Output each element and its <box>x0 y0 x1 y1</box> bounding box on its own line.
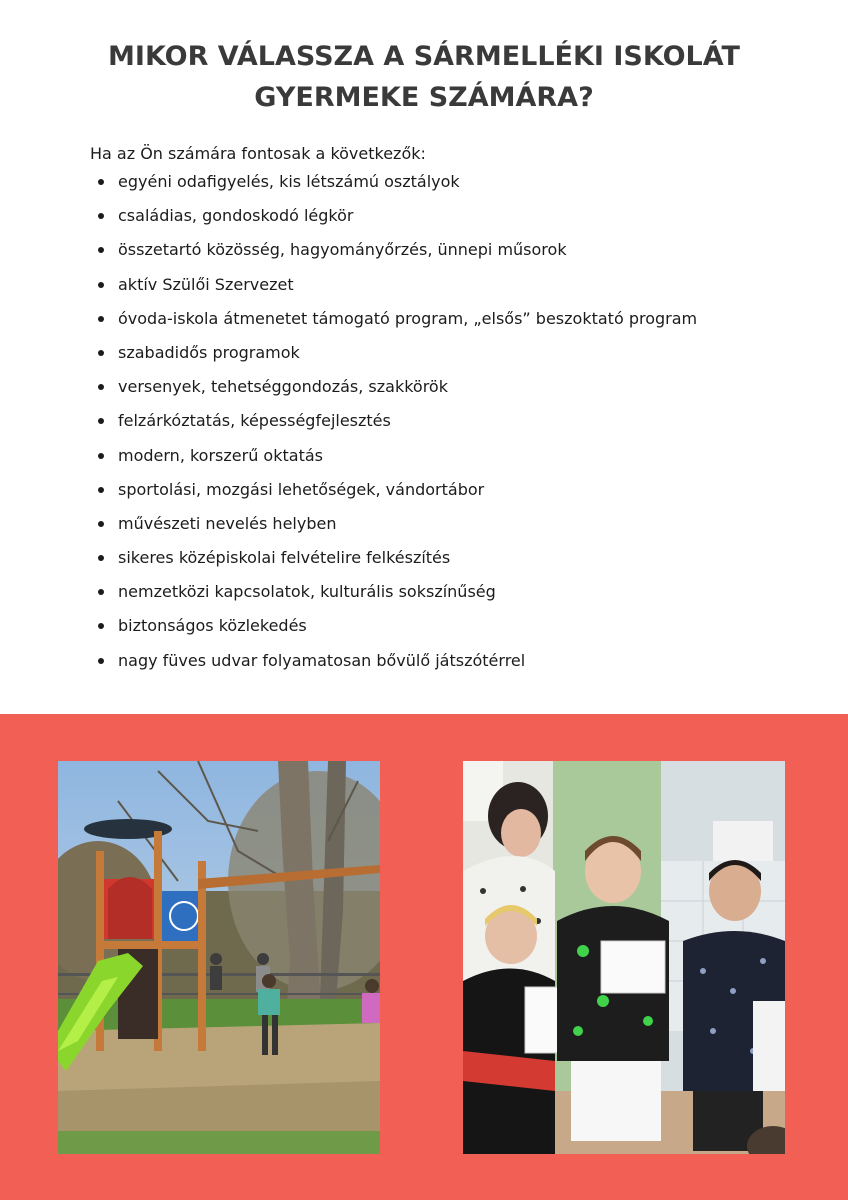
list-item-text: összetartó közösség, hagyományőrzés, ünnepi műsorok <box>118 240 567 260</box>
bullet-icon <box>98 589 104 595</box>
list-item-text: biztonságos közlekedés <box>118 616 307 636</box>
page-title-line-1: MIKOR VÁLASSZA A SÁRMELLÉKI ISKOLÁT <box>108 41 740 72</box>
list-item <box>98 342 697 376</box>
page-title <box>0 36 848 118</box>
bullet-icon <box>98 658 104 664</box>
bullet-icon <box>98 350 104 356</box>
list-item-text: egyéni odafigyelés, kis létszámú osztályok <box>118 172 460 191</box>
list-item <box>98 274 697 308</box>
list-item <box>98 581 697 615</box>
list-item-text: nagy füves udvar folyamatosan bővülő játszótérrel <box>118 650 526 670</box>
list-item <box>98 376 697 410</box>
list-item-text: felzárkóztatás, képességfejlesztés <box>118 411 391 431</box>
bullet-icon <box>98 316 104 322</box>
list-item-text: családias, gondoskodó légkör <box>118 206 354 226</box>
classroom-photo <box>463 761 785 1154</box>
list-item <box>98 239 697 273</box>
list-item <box>98 479 697 513</box>
list-item <box>98 171 697 205</box>
list-item <box>98 547 697 581</box>
list-item <box>98 410 697 444</box>
bullet-icon <box>98 487 104 493</box>
list-item-text: versenyek, tehetséggondozás, szakkörök <box>118 377 448 397</box>
bullet-icon <box>98 418 104 424</box>
playground-photo <box>58 761 380 1154</box>
list-item-text: óvoda-iskola átmenetet támogató program, „elsős” beszoktató program <box>118 308 698 328</box>
list-item-text: aktív Szülői Szervezet <box>118 274 294 294</box>
list-item-text: sikeres középiskolai felvételire felkészítés <box>118 548 451 568</box>
list-item <box>98 615 697 649</box>
list-item <box>98 650 697 684</box>
list-item-text: művészeti nevelés helyben <box>118 513 337 533</box>
bullet-icon <box>98 213 104 219</box>
benefits-list <box>98 171 697 684</box>
list-item-text: nemzetközi kapcsolatok, kulturális sokszínűség <box>118 582 496 602</box>
bullet-icon <box>98 282 104 288</box>
bullet-icon <box>98 247 104 253</box>
list-item <box>98 445 697 479</box>
list-item <box>98 308 697 342</box>
list-item <box>98 205 697 239</box>
list-item-text: sportolási, mozgási lehetőségek, vándortábor <box>118 479 485 499</box>
list-item <box>98 513 697 547</box>
bullet-icon <box>98 521 104 527</box>
bullet-icon <box>98 453 104 459</box>
bullet-icon <box>98 384 104 390</box>
page-title-line-2: GYERMEKE SZÁMÁRA? <box>254 82 594 113</box>
bullet-icon <box>98 179 104 185</box>
list-item-text: szabadidős programok <box>118 342 300 362</box>
list-item-text: modern, korszerű oktatás <box>118 445 323 465</box>
intro-text: Ha az Ön számára fontosak a következők: <box>90 144 426 163</box>
bullet-icon <box>98 623 104 629</box>
bullet-icon <box>98 555 104 561</box>
